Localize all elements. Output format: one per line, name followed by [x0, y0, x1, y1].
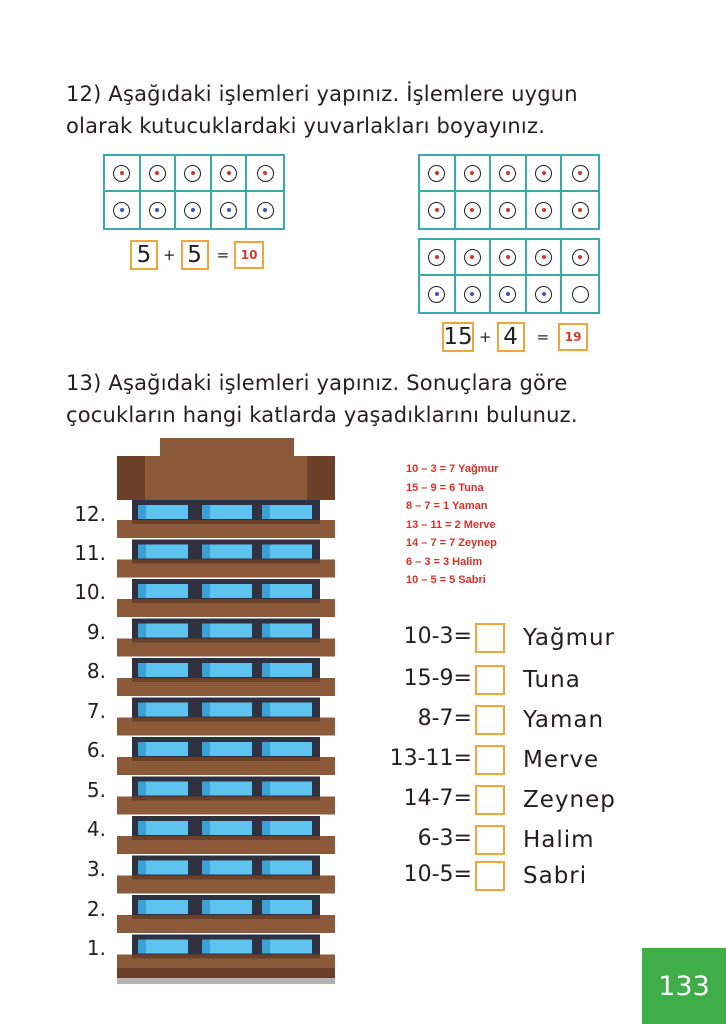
problem-expression: 15-9=: [403, 666, 472, 691]
frame-cell: [527, 240, 563, 276]
problem-expression: 10-3=: [403, 624, 472, 649]
answer-key: [406, 460, 498, 590]
frame-cell: [420, 240, 456, 276]
problem-expression: 6-3=: [417, 826, 472, 851]
answer-key-line: 13 – 11 = 2 Merve: [406, 518, 496, 531]
floor-label: 10.: [74, 580, 106, 604]
answer-key-line: 14 – 7 = 7 Zeynep: [406, 537, 497, 549]
building-floor: [117, 500, 335, 538]
addend-box[interactable]: 5: [181, 240, 209, 270]
answer-key-line: 6 – 3 = 3 Halim: [406, 555, 483, 568]
circle-red[interactable]: [572, 165, 589, 182]
circle-red[interactable]: [464, 249, 481, 266]
circle-red[interactable]: [535, 165, 552, 182]
building-floor: [117, 777, 335, 815]
building-floor: [117, 895, 335, 933]
frame-cell: [456, 192, 492, 228]
equation-left: [130, 240, 264, 270]
child-name: Tuna: [523, 667, 581, 693]
circle-red[interactable]: [464, 202, 481, 219]
frame-cell: [527, 156, 563, 192]
equals-sign: =: [216, 246, 230, 264]
floor-label: 5.: [86, 778, 106, 802]
question-13-title: [66, 367, 578, 431]
frame-cell: [491, 240, 527, 276]
circle-blue[interactable]: [428, 286, 445, 303]
circle-red[interactable]: [499, 249, 516, 266]
circle-red[interactable]: [535, 202, 552, 219]
frame-cell: [456, 276, 492, 312]
question-12-line1: 12) Aşağıdaki işlemleri yapınız. İşlemlere uygun: [66, 82, 578, 106]
circle-blue[interactable]: [464, 286, 481, 303]
circle-blue[interactable]: [220, 202, 237, 219]
answer-input-box[interactable]: [475, 861, 505, 891]
answer-input-box[interactable]: [475, 705, 505, 735]
circle-red[interactable]: [499, 165, 516, 182]
floor-label: 9.: [86, 620, 106, 644]
circle-empty[interactable]: [572, 286, 589, 303]
circle-red[interactable]: [572, 249, 589, 266]
circle-red[interactable]: [572, 202, 589, 219]
answer-key-line: 15 – 9 = 6 Tuna: [406, 481, 484, 494]
frame-cell: [212, 192, 248, 228]
frame-cell: [562, 192, 598, 228]
frame-cell: [212, 156, 248, 192]
ten-frame-right-bottom: [418, 238, 600, 314]
floor-label: 4.: [86, 817, 106, 841]
floor-label: 3.: [86, 857, 106, 881]
frame-cell: [562, 276, 598, 312]
addend-box[interactable]: 15: [443, 324, 473, 350]
question-12-line2: olarak kutucuklardaki yuvarlakları boyayınız.: [66, 114, 546, 138]
equals-sign: =: [536, 328, 550, 346]
answer-input-box[interactable]: [475, 665, 505, 695]
building-base: [117, 968, 335, 978]
circle-red[interactable]: [428, 165, 445, 182]
child-name: Yağmur: [523, 625, 616, 651]
circle-red[interactable]: [257, 165, 274, 182]
building-floor: [117, 856, 335, 894]
building-floor: [117, 540, 335, 578]
child-name: Merve: [523, 747, 600, 773]
circle-red[interactable]: [184, 165, 201, 182]
addend-box[interactable]: 4: [497, 322, 525, 352]
child-name: Yaman: [523, 707, 605, 733]
floor-label: 7.: [86, 699, 106, 723]
frame-cell: [527, 192, 563, 228]
frame-cell: [491, 276, 527, 312]
floor-label: 1.: [86, 936, 106, 960]
frame-cell: [527, 276, 563, 312]
building-floor: [117, 698, 335, 736]
circle-red[interactable]: [113, 165, 130, 182]
floor-label: 6.: [86, 738, 106, 762]
page-number: 133: [642, 948, 726, 1024]
child-name: Sabri: [523, 863, 588, 889]
frame-cell: [456, 240, 492, 276]
answer-input-box[interactable]: [475, 825, 505, 855]
frame-cell: [176, 192, 212, 228]
frame-cell: [141, 156, 177, 192]
frame-cell: [105, 192, 141, 228]
circle-red[interactable]: [499, 202, 516, 219]
circle-blue[interactable]: [113, 202, 130, 219]
frame-cell: [562, 156, 598, 192]
answer-input-box[interactable]: [475, 785, 505, 815]
building-top: [117, 456, 335, 500]
answer-key-line: 10 – 5 = 5 Sabri: [406, 574, 486, 586]
circle-blue[interactable]: [499, 286, 516, 303]
circle-red[interactable]: [220, 165, 237, 182]
building-floor: [117, 816, 335, 854]
problem-expression: 8-7=: [417, 706, 472, 731]
circle-blue[interactable]: [149, 202, 166, 219]
building-illustration: [112, 436, 338, 986]
frame-cell: [247, 156, 283, 192]
child-name: Halim: [523, 827, 595, 853]
answer-input-box[interactable]: [475, 623, 505, 653]
building-floor: [117, 737, 335, 775]
frame-cell: [420, 276, 456, 312]
child-name: Zeynep: [523, 787, 616, 813]
circle-red[interactable]: [428, 249, 445, 266]
frame-cell: [456, 156, 492, 192]
addend-box[interactable]: 5: [130, 240, 158, 270]
floor-label: 11.: [74, 541, 106, 565]
frame-cell: [420, 156, 456, 192]
frame-cell: [491, 156, 527, 192]
circle-red[interactable]: [535, 249, 552, 266]
building-floor: [117, 658, 335, 696]
answer-input-box[interactable]: [475, 745, 505, 775]
circle-red[interactable]: [464, 165, 481, 182]
floor-label: 8.: [86, 659, 106, 683]
answer-key-line: 10 – 3 = 7 Yağmur: [406, 463, 499, 475]
ten-frame-right-top: [418, 154, 600, 230]
frame-cell: [420, 192, 456, 228]
circle-blue[interactable]: [535, 286, 552, 303]
circle-red[interactable]: [428, 202, 445, 219]
frame-cell: [105, 156, 141, 192]
problem-expression: 10-5=: [403, 862, 472, 887]
frame-cell: [141, 192, 177, 228]
frame-cell: [247, 192, 283, 228]
building-floors: [117, 500, 335, 973]
question-13-line1: 13) Aşağıdaki işlemleri yapınız. Sonuçlara göre: [66, 371, 568, 395]
floor-label: 12.: [74, 502, 106, 526]
circle-red[interactable]: [149, 165, 166, 182]
answer-box[interactable]: 10: [234, 241, 264, 269]
answer-box[interactable]: 19: [558, 323, 588, 351]
ten-frame-left: [103, 154, 285, 230]
circle-blue[interactable]: [184, 202, 201, 219]
answer-key-line: 8 – 7 = 1 Yaman: [406, 500, 488, 512]
floor-label: 2.: [86, 897, 106, 921]
frame-cell: [562, 240, 598, 276]
plus-sign: +: [479, 328, 492, 346]
problem-expression: 14-7=: [403, 786, 472, 811]
building-floor: [117, 579, 335, 617]
circle-blue[interactable]: [257, 202, 274, 219]
building-floor: [117, 935, 335, 973]
problem-expression: 13-11=: [389, 746, 472, 771]
frame-cell: [176, 156, 212, 192]
equation-right: [442, 322, 588, 352]
question-12-title: [66, 78, 578, 142]
plus-sign: +: [163, 246, 176, 264]
building-floor: [117, 619, 335, 657]
frame-cell: [491, 192, 527, 228]
question-13-line2: çocukların hangi katlarda yaşadıklarını bulunuz.: [66, 403, 578, 427]
